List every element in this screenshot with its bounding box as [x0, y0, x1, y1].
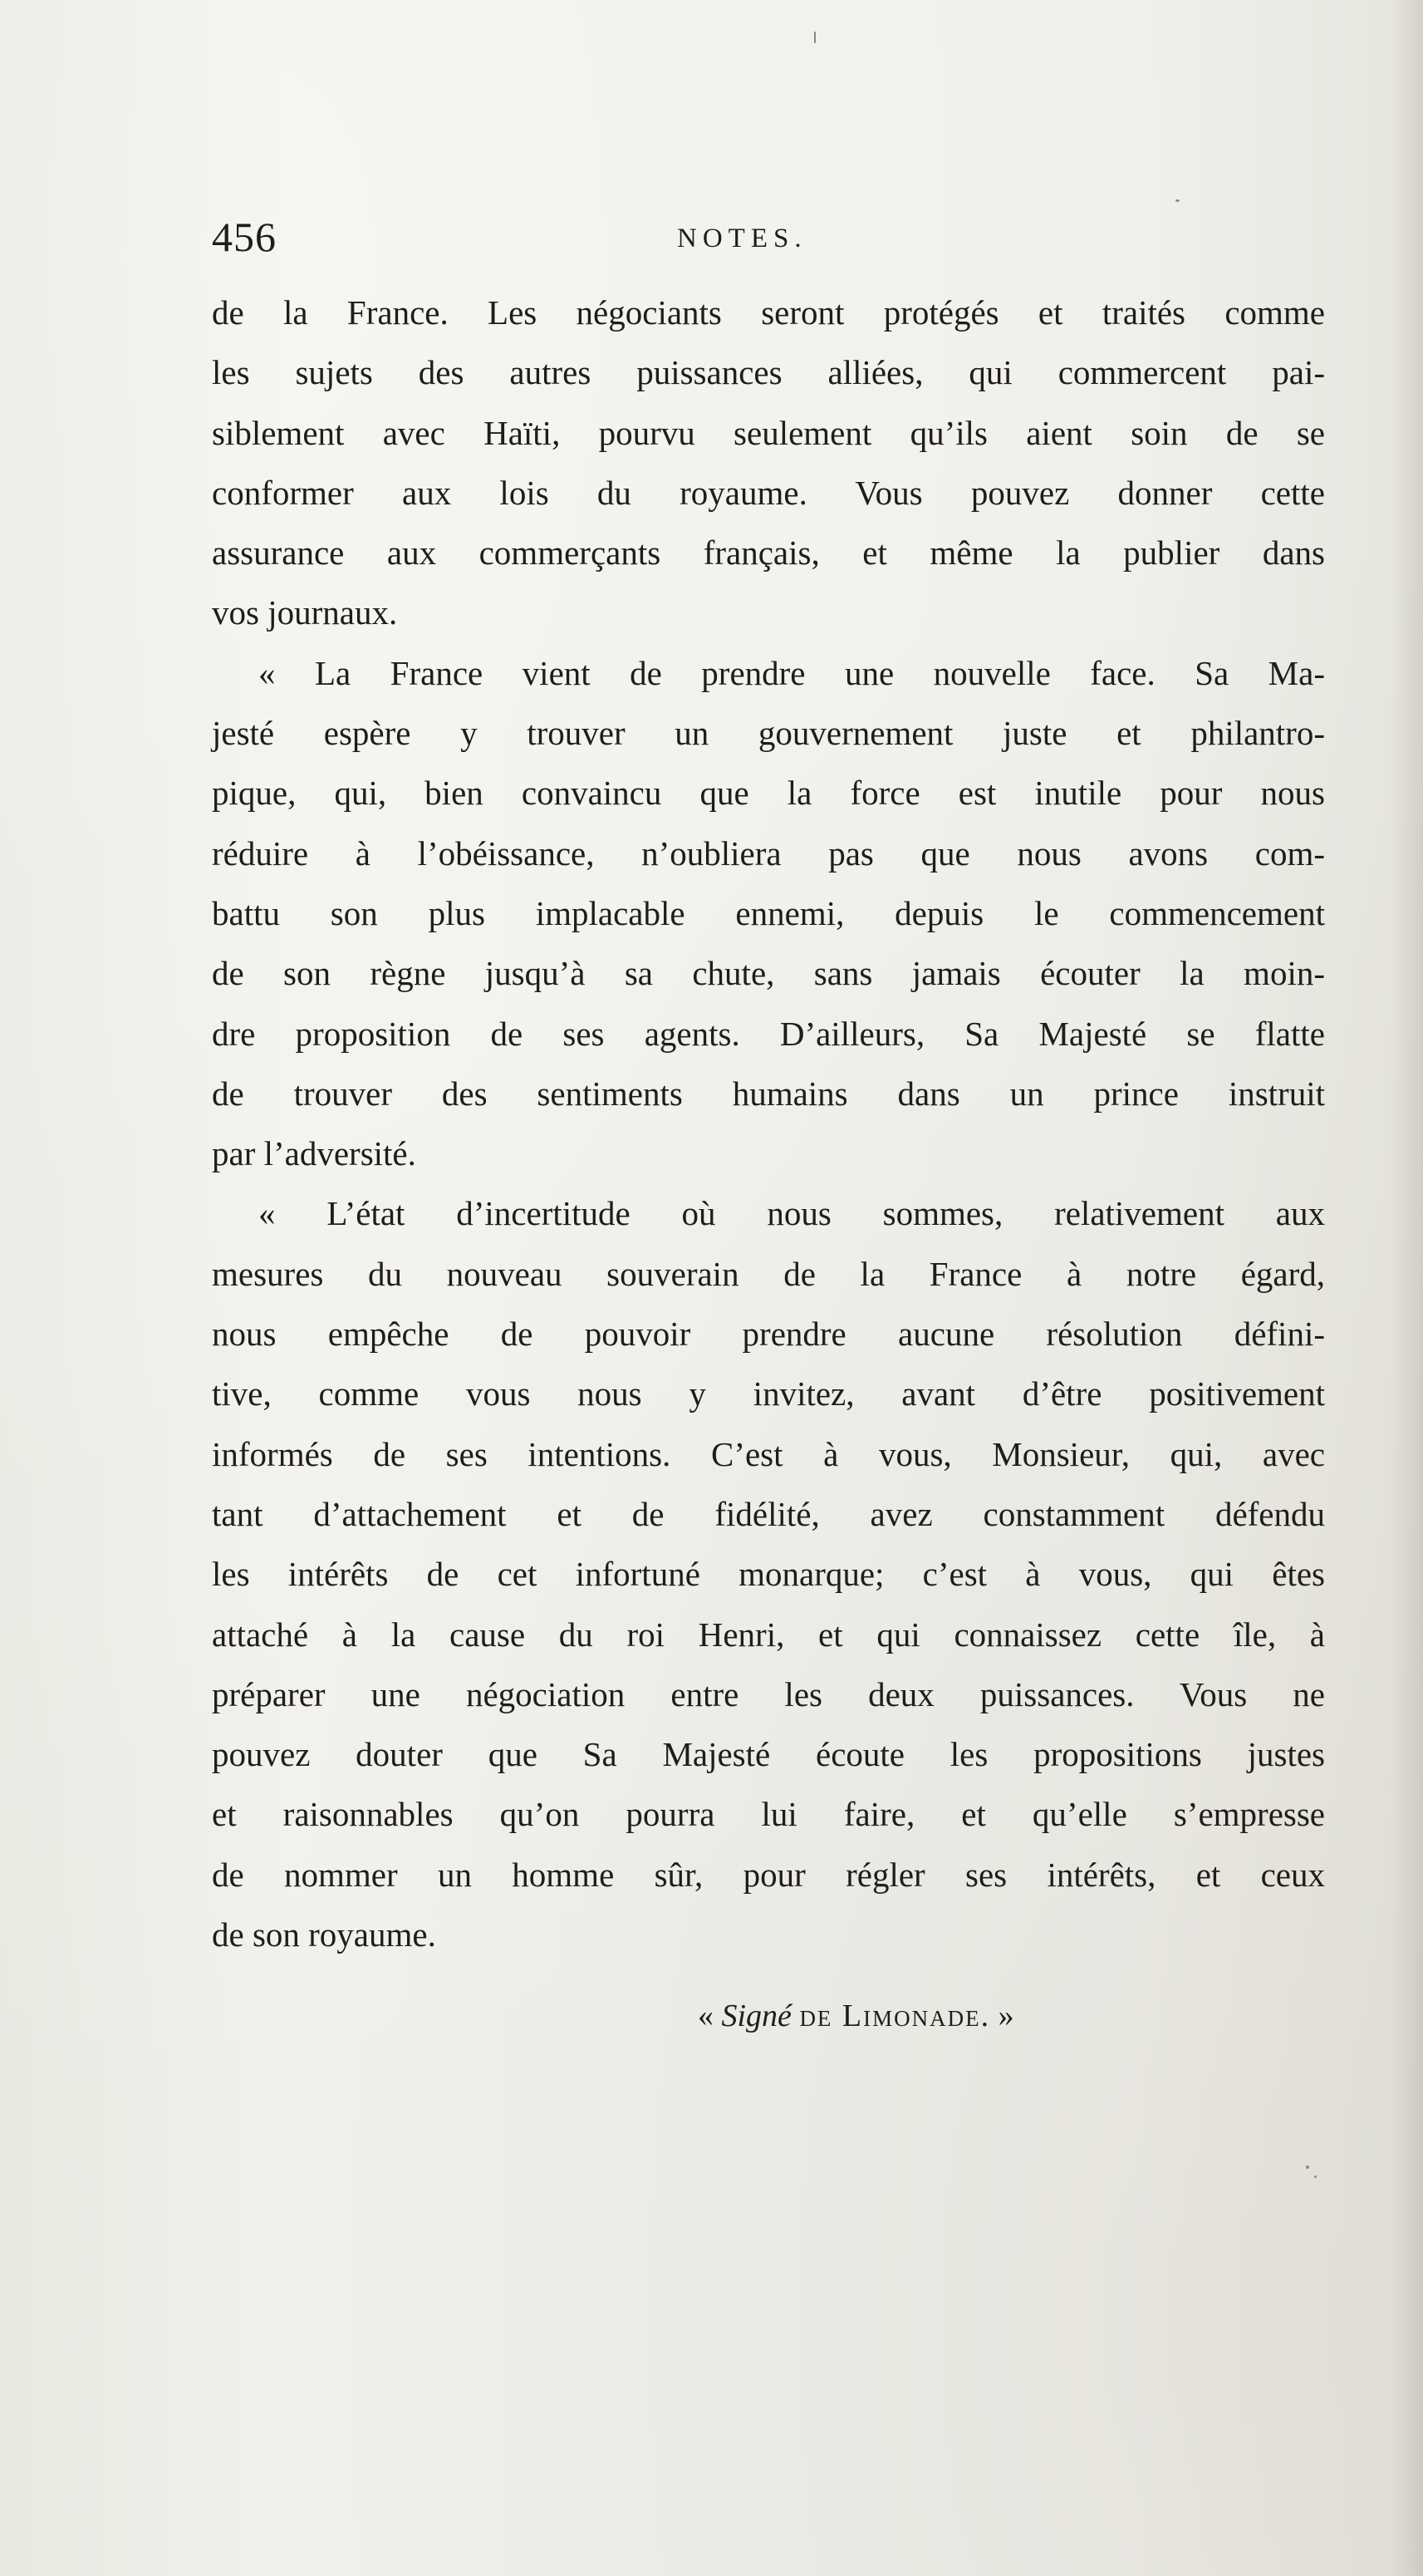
text-line: de son règne jusqu’à sa chute, sans jamais écouter la moin- [212, 954, 1325, 993]
page-number: 456 [212, 214, 277, 260]
paragraph-3 [212, 1183, 1325, 1964]
running-title: NOTES. [677, 224, 807, 253]
text-line: tant d’attachement et de fidélité, avez constamment défendu [212, 1494, 1325, 1533]
text-line: attaché à la cause du roi Henri, et qui connaissez cette île, à [212, 1615, 1325, 1654]
page-header [212, 212, 1325, 262]
text-line: réduire à l’obéissance, n’oubliera pas que nous avons com- [212, 833, 1325, 873]
paragraph-1 [212, 283, 1325, 643]
text-line: dre proposition de ses agents. D’ailleurs, Sa Majesté se flatte [212, 1014, 1325, 1053]
paper-speck [1306, 2166, 1309, 2169]
page-edge-shadow [1390, 0, 1423, 2576]
text-line: conformer aux lois du royaume. Vous pouvez donner cette [212, 473, 1325, 512]
text-line: de son royaume. [212, 1915, 436, 1954]
text-line: de nommer un homme sûr, pour régler ses intérêts, et ceux [212, 1855, 1325, 1894]
paper-speck [1175, 199, 1180, 202]
signature-signed-word: Signé [721, 1998, 792, 2033]
signature-close-quote: » [998, 1998, 1014, 2033]
paper-speck [1314, 2175, 1317, 2178]
text-line: pique, qui, bien convaincu que la force est inutile pour nous [212, 774, 1325, 813]
text-line: préparer une négociation entre les deux puissances. Vous ne [212, 1674, 1325, 1713]
text-line: « La France vient de prendre une nouvelle face. Sa Ma- [258, 653, 1325, 692]
text-line: de la France. Les négociants seront protégés et traités comme [212, 293, 1325, 332]
text-line: « L’état d’incertitude où nous sommes, relativement aux [258, 1194, 1325, 1233]
body-text [212, 283, 1325, 1964]
paragraph-2 [212, 643, 1325, 1184]
text-line: de trouver des sentiments humains dans un prince instruit [212, 1074, 1325, 1113]
text-line: par l’adversité. [212, 1134, 416, 1173]
text-line: nous empêche de pouvoir prendre aucune résolution défini- [212, 1315, 1325, 1354]
text-line: pouvez douter que Sa Majesté écoute les propositions justes [212, 1735, 1325, 1774]
text-line: siblement avec Haïti, pourvu seulement qu’ils aient soin de se [212, 413, 1325, 452]
signature-name: de Limonade. [799, 1998, 991, 2033]
signature-line [698, 1991, 1014, 2041]
text-line: informés de ses intentions. C’est à vous, Monsieur, qui, avec [212, 1434, 1325, 1473]
paper-speck [814, 32, 816, 43]
text-line: les intérêts de cet infortuné monarque; c’est à vous, qui êtes [212, 1555, 1325, 1594]
text-line: tive, comme vous nous y invitez, avant d’être positivement [212, 1374, 1325, 1413]
text-line: et raisonnables qu’on pourra lui faire, et qu’elle s’empresse [212, 1795, 1325, 1834]
text-line: mesures du nouveau souverain de la France à notre égard, [212, 1254, 1325, 1293]
text-line: vos journaux. [212, 593, 398, 632]
text-line: les sujets des autres puissances alliées, qui commercent pai- [212, 353, 1325, 392]
text-line: jesté espère y trouver un gouvernement juste et philantro- [212, 714, 1325, 753]
text-line: battu son plus implacable ennemi, depuis le commencement [212, 893, 1325, 932]
text-line: assurance aux commerçants français, et même la publier dans [212, 533, 1325, 573]
signature-open-quote: « [698, 1998, 714, 2033]
